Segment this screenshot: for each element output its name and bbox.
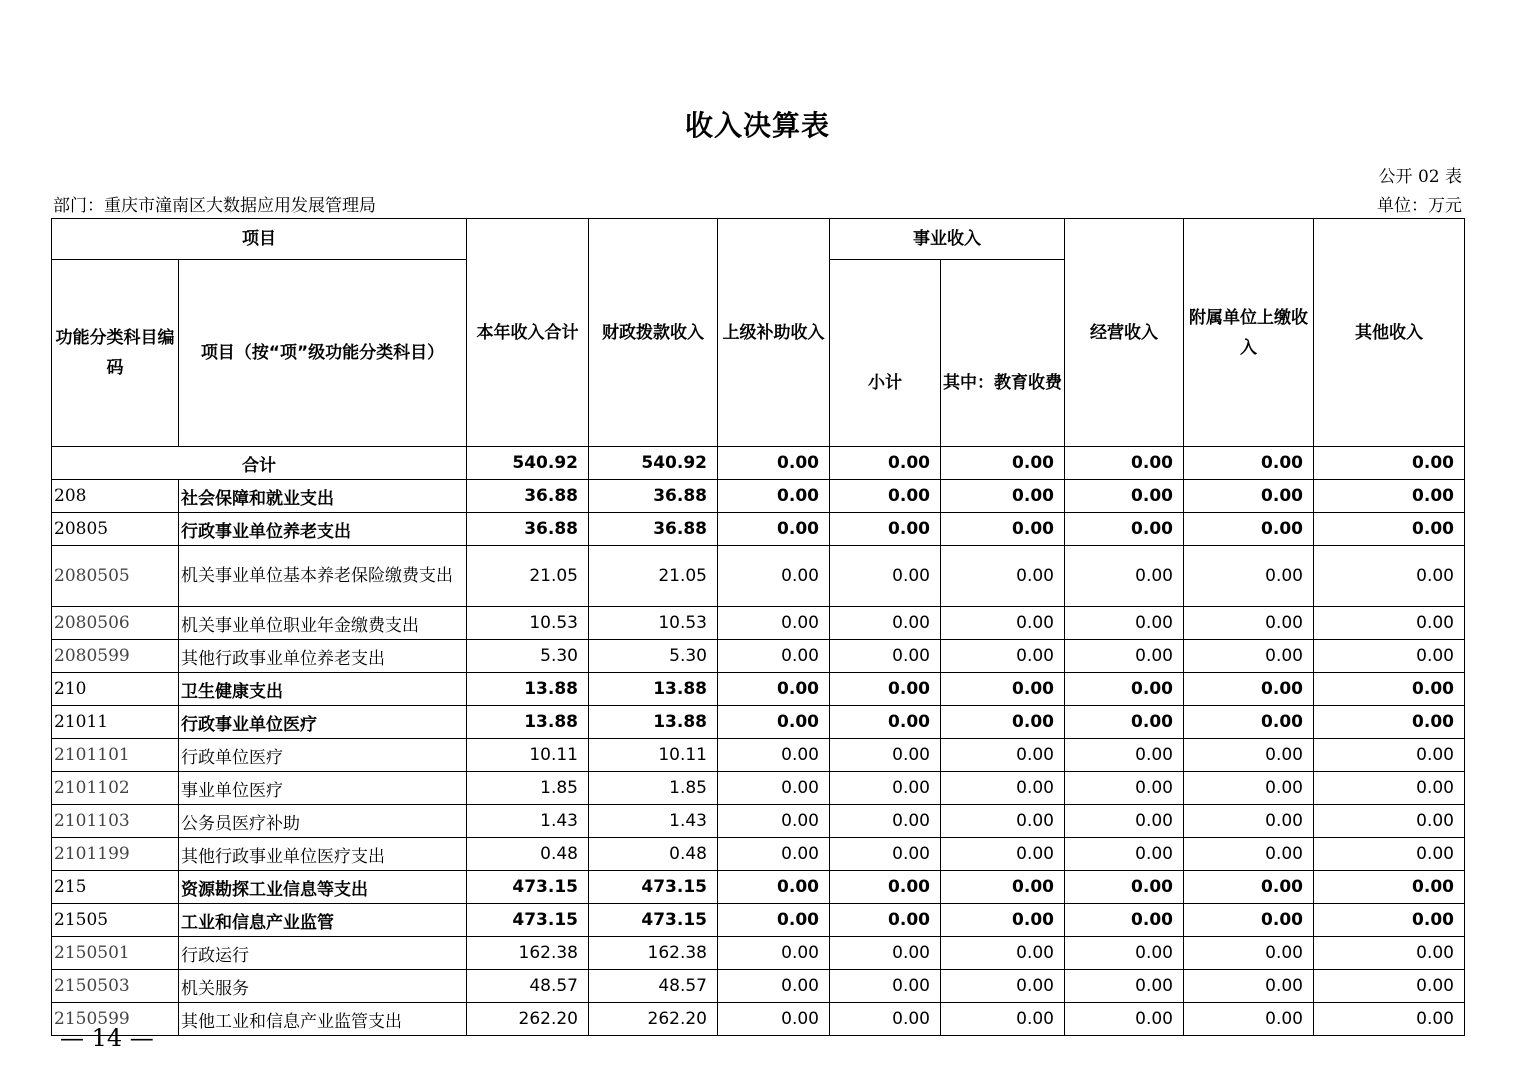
total-label: 合计	[52, 447, 467, 480]
row-value: 162.38	[589, 937, 718, 970]
row-code: 2101101	[52, 739, 179, 772]
total-value: 540.92	[467, 447, 589, 480]
row-value: 0.00	[1184, 480, 1314, 513]
row-value: 0.00	[941, 838, 1065, 871]
row-value: 48.57	[589, 970, 718, 1003]
table-row	[52, 871, 1465, 904]
total-value: 0.00	[1184, 447, 1314, 480]
row-value: 10.11	[589, 739, 718, 772]
total-value: 0.00	[1065, 447, 1184, 480]
row-code: 2150503	[52, 970, 179, 1003]
row-value: 1.43	[467, 805, 589, 838]
row-value: 0.00	[1314, 706, 1465, 739]
row-value: 0.00	[830, 904, 941, 937]
page-title: 收入决算表	[684, 109, 830, 142]
row-name: 工业和信息产业监管	[179, 904, 467, 937]
row-value: 0.00	[1065, 838, 1184, 871]
row-value: 0.00	[830, 970, 941, 1003]
row-value: 0.00	[1314, 739, 1465, 772]
row-value: 0.00	[1065, 772, 1184, 805]
row-code: 2080505	[52, 546, 179, 607]
row-value: 0.00	[718, 937, 830, 970]
row-value: 0.00	[1184, 904, 1314, 937]
row-value: 0.00	[1184, 706, 1314, 739]
row-value: 0.00	[1065, 970, 1184, 1003]
table-row	[52, 970, 1465, 1003]
row-value: 0.00	[1184, 739, 1314, 772]
row-value: 0.00	[1184, 673, 1314, 706]
header-code: 功能分类科目编码	[52, 260, 179, 447]
row-name: 其他工业和信息产业监管支出	[179, 1003, 467, 1036]
row-value: 13.88	[589, 673, 718, 706]
row-value: 0.00	[1314, 607, 1465, 640]
row-value: 473.15	[467, 871, 589, 904]
row-value: 0.00	[1314, 640, 1465, 673]
row-value: 0.00	[941, 904, 1065, 937]
total-value: 0.00	[718, 447, 830, 480]
total-row	[52, 447, 1465, 480]
table-row	[52, 480, 1465, 513]
row-value: 10.11	[467, 739, 589, 772]
row-code: 2150599	[52, 1003, 179, 1036]
row-value: 0.00	[718, 805, 830, 838]
table-row	[52, 546, 1465, 607]
row-name: 资源勘探工业信息等支出	[179, 871, 467, 904]
row-name: 机关服务	[179, 970, 467, 1003]
row-value: 0.00	[1065, 480, 1184, 513]
row-value: 1.43	[589, 805, 718, 838]
row-value: 0.00	[830, 838, 941, 871]
row-value: 473.15	[589, 871, 718, 904]
row-value: 0.00	[1314, 904, 1465, 937]
row-value: 36.88	[589, 480, 718, 513]
table-row	[52, 739, 1465, 772]
table-row	[52, 607, 1465, 640]
row-value: 13.88	[467, 706, 589, 739]
row-value: 0.00	[718, 739, 830, 772]
header-fiscal: 财政拨款收入	[589, 219, 718, 447]
row-code: 2101199	[52, 838, 179, 871]
row-name: 行政运行	[179, 937, 467, 970]
table-row	[52, 1003, 1465, 1036]
row-value: 0.00	[718, 546, 830, 607]
row-value: 0.00	[718, 871, 830, 904]
row-value: 0.00	[1184, 937, 1314, 970]
table-row	[52, 513, 1465, 546]
row-value: 0.00	[1314, 772, 1465, 805]
row-code: 215	[52, 871, 179, 904]
row-value: 48.57	[467, 970, 589, 1003]
row-value: 0.00	[1314, 805, 1465, 838]
row-value: 0.00	[1314, 673, 1465, 706]
row-value: 0.00	[941, 937, 1065, 970]
row-value: 21.05	[589, 546, 718, 607]
income-table	[51, 218, 1465, 1036]
row-value: 0.00	[1184, 805, 1314, 838]
row-value: 0.00	[1065, 904, 1184, 937]
row-value: 0.00	[718, 838, 830, 871]
row-value: 0.00	[1314, 1003, 1465, 1036]
row-value: 0.00	[1065, 673, 1184, 706]
row-value: 5.30	[589, 640, 718, 673]
row-value: 0.00	[830, 640, 941, 673]
row-name: 公务员医疗补助	[179, 805, 467, 838]
row-value: 0.00	[1314, 513, 1465, 546]
row-name: 事业单位医疗	[179, 772, 467, 805]
row-value: 0.00	[1065, 739, 1184, 772]
row-value: 0.00	[1065, 706, 1184, 739]
row-value: 21.05	[467, 546, 589, 607]
row-value: 262.20	[467, 1003, 589, 1036]
table-row	[52, 772, 1465, 805]
row-value: 0.00	[830, 607, 941, 640]
row-value: 0.00	[941, 772, 1065, 805]
row-value: 473.15	[589, 904, 718, 937]
row-value: 13.88	[589, 706, 718, 739]
table-row	[52, 838, 1465, 871]
total-value: 540.92	[589, 447, 718, 480]
row-value: 0.00	[941, 805, 1065, 838]
row-value: 0.00	[718, 970, 830, 1003]
row-value: 0.00	[830, 480, 941, 513]
row-value: 0.00	[718, 772, 830, 805]
row-value: 0.00	[1314, 546, 1465, 607]
row-code: 21505	[52, 904, 179, 937]
row-value: 473.15	[467, 904, 589, 937]
row-name: 社会保障和就业支出	[179, 480, 467, 513]
row-value: 1.85	[589, 772, 718, 805]
row-value: 0.00	[1065, 513, 1184, 546]
row-code: 2080599	[52, 640, 179, 673]
row-value: 0.00	[1314, 838, 1465, 871]
row-value: 0.00	[718, 904, 830, 937]
row-value: 0.00	[718, 673, 830, 706]
row-value: 0.00	[1065, 871, 1184, 904]
row-value: 0.00	[830, 871, 941, 904]
row-value: 0.00	[941, 673, 1065, 706]
row-value: 0.00	[830, 546, 941, 607]
row-value: 0.48	[467, 838, 589, 871]
row-code: 2150501	[52, 937, 179, 970]
row-value: 36.88	[467, 513, 589, 546]
row-value: 0.00	[830, 673, 941, 706]
row-value: 0.00	[830, 937, 941, 970]
row-value: 0.00	[718, 1003, 830, 1036]
table-row	[52, 706, 1465, 739]
unit-label: 单位：万元	[1377, 196, 1462, 216]
header-other: 其他收入	[1314, 219, 1465, 447]
row-name: 行政事业单位医疗	[179, 706, 467, 739]
row-code: 2101102	[52, 772, 179, 805]
row-value: 0.00	[1184, 871, 1314, 904]
row-value: 0.00	[941, 640, 1065, 673]
row-value: 0.00	[1065, 607, 1184, 640]
row-code: 2080506	[52, 607, 179, 640]
table-row	[52, 937, 1465, 970]
row-value: 0.00	[718, 640, 830, 673]
row-value: 0.00	[718, 513, 830, 546]
row-value: 0.00	[1184, 1003, 1314, 1036]
row-value: 0.00	[830, 739, 941, 772]
row-name: 行政单位医疗	[179, 739, 467, 772]
row-name: 其他行政事业单位医疗支出	[179, 838, 467, 871]
row-value: 0.00	[941, 607, 1065, 640]
row-code: 20805	[52, 513, 179, 546]
header-subtotal: 小计	[830, 260, 941, 447]
row-value: 5.30	[467, 640, 589, 673]
row-value: 36.88	[589, 513, 718, 546]
row-name: 机关事业单位职业年金缴费支出	[179, 607, 467, 640]
row-value: 0.00	[1065, 1003, 1184, 1036]
row-value: 0.00	[830, 706, 941, 739]
row-value: 0.00	[941, 970, 1065, 1003]
row-value: 0.00	[1184, 546, 1314, 607]
header-business-income: 事业收入	[830, 219, 1065, 260]
row-value: 0.00	[718, 480, 830, 513]
row-value: 0.00	[1314, 480, 1465, 513]
total-value: 0.00	[830, 447, 941, 480]
table-row	[52, 904, 1465, 937]
header-operating: 经营收入	[1065, 219, 1184, 447]
row-value: 0.00	[830, 772, 941, 805]
row-value: 0.00	[830, 805, 941, 838]
header-project: 项目	[52, 219, 467, 260]
row-name: 行政事业单位养老支出	[179, 513, 467, 546]
header-upper-subsidy: 上级补助收入	[718, 219, 830, 447]
total-value: 0.00	[941, 447, 1065, 480]
row-value: 0.00	[1184, 513, 1314, 546]
row-value: 0.00	[718, 706, 830, 739]
row-value: 0.00	[941, 1003, 1065, 1036]
header-affiliated: 附属单位上缴收入	[1184, 219, 1314, 447]
row-name: 卫生健康支出	[179, 673, 467, 706]
row-value: 0.00	[1065, 937, 1184, 970]
row-value: 0.00	[1184, 970, 1314, 1003]
row-value: 0.00	[1065, 640, 1184, 673]
row-value: 0.00	[941, 706, 1065, 739]
row-value: 0.00	[830, 513, 941, 546]
row-name: 机关事业单位基本养老保险缴费支出	[179, 546, 467, 607]
row-code: 21011	[52, 706, 179, 739]
row-value: 0.00	[1184, 607, 1314, 640]
row-value: 10.53	[467, 607, 589, 640]
table-row	[52, 640, 1465, 673]
row-name: 其他行政事业单位养老支出	[179, 640, 467, 673]
total-value: 0.00	[1314, 447, 1465, 480]
row-value: 36.88	[467, 480, 589, 513]
row-value: 262.20	[589, 1003, 718, 1036]
row-value: 0.00	[1065, 546, 1184, 607]
row-value: 162.38	[467, 937, 589, 970]
row-value: 0.00	[941, 739, 1065, 772]
row-value: 0.00	[941, 546, 1065, 607]
table-row	[52, 673, 1465, 706]
row-value: 0.00	[1184, 772, 1314, 805]
row-value: 13.88	[467, 673, 589, 706]
row-value: 0.00	[830, 1003, 941, 1036]
header-edu-fee: 其中：教育收费	[941, 260, 1065, 447]
row-code: 210	[52, 673, 179, 706]
row-value: 0.00	[1065, 805, 1184, 838]
table-row	[52, 805, 1465, 838]
row-code: 208	[52, 480, 179, 513]
row-value: 0.00	[1184, 640, 1314, 673]
row-value: 0.00	[1314, 871, 1465, 904]
form-number: 公开 02 表	[1378, 167, 1462, 187]
department-label: 部门：重庆市潼南区大数据应用发展管理局	[53, 196, 376, 216]
header-total-income: 本年收入合计	[467, 219, 589, 447]
row-value: 1.85	[467, 772, 589, 805]
header-item: 项目（按“项”级功能分类科目）	[179, 260, 467, 447]
row-code: 2101103	[52, 805, 179, 838]
page-number: — 14 —	[60, 1024, 154, 1052]
row-value: 0.00	[1314, 970, 1465, 1003]
row-value: 0.00	[941, 513, 1065, 546]
row-value: 0.00	[941, 480, 1065, 513]
row-value: 0.00	[941, 871, 1065, 904]
row-value: 0.00	[1184, 838, 1314, 871]
row-value: 10.53	[589, 607, 718, 640]
row-value: 0.00	[1314, 937, 1465, 970]
row-value: 0.00	[718, 607, 830, 640]
row-value: 0.48	[589, 838, 718, 871]
